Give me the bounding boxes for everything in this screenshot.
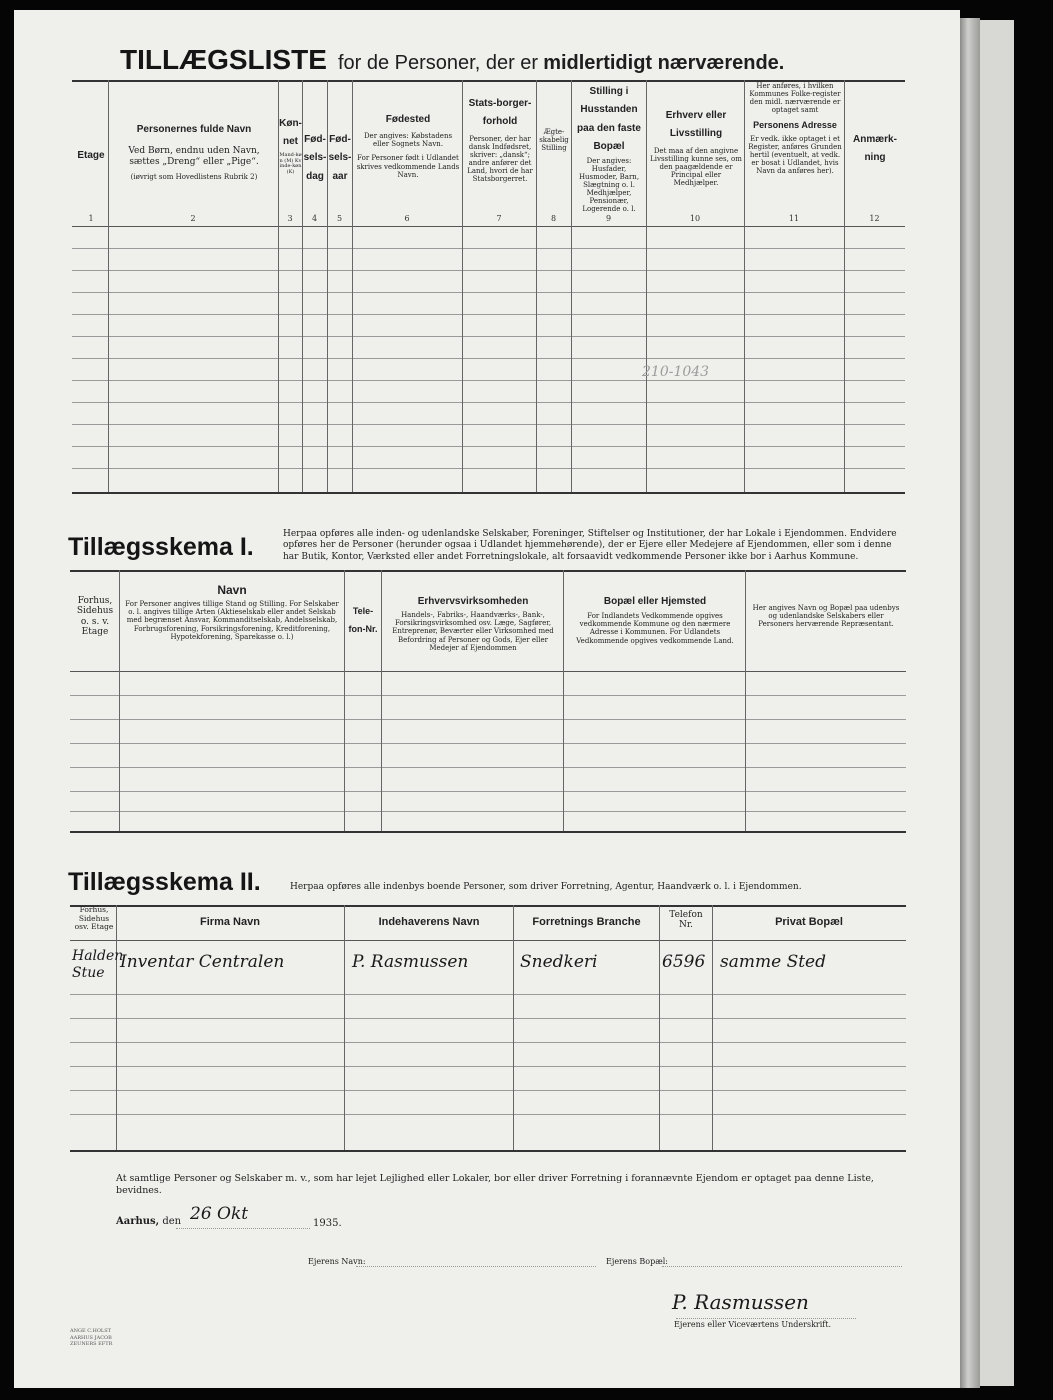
col-navn: Personernes fulde Navn Ved Børn, endnu uden Navn, sættes „Dreng“ eller „Pige“. (iøvrigt som Hovedlistens Rubrik 2) (128, 124, 260, 182)
col-num: 2 (190, 214, 196, 223)
s3-row-firma: Inventar Centralen (120, 952, 285, 972)
col-num: 4 (311, 214, 318, 223)
col-foedselsaar: Fød-sels-aar (328, 134, 352, 182)
col-num: 8 (550, 214, 557, 223)
s3-col-branche: Forretnings Branche (532, 916, 641, 928)
s2-col-navn: Navn For Personer angives tillige Stand og Stilling. For Selskaber o. l. angives tillige Arten (Aktieselskab eller andet Selskab med begrænset Ansvar, Kommanditselskab, Andelsselskab, Forbrugsforening, Forsikringsforening, Kreditforening, Hypotekforening, Sparekasse o. l.) (125, 583, 339, 641)
s3-col-etage: Forhus, Sidehus osv. Etage (74, 905, 114, 932)
section3-intro: Herpaa opføres alle indenbys boende Personer, som driver Forretning, Agentur, Haandværk o. l. i Ejendommen. (290, 882, 802, 892)
title-rest-b: midlertidigt nærværende. (543, 52, 785, 74)
s3-col-telefon: Telefon Nr. (669, 910, 703, 931)
signature: P. Rasmussen (672, 1290, 809, 1314)
book-spine (960, 18, 980, 1388)
section2-title: Tillægsskema I. (68, 533, 254, 561)
s2-col-bopael: Bopæl eller Hjemsted For Indlandets Vedkommende opgives vedkommende Kommune og den nærmere Adresse i Kommunen. For Udlandets Vedkommende opgives vedkommende Land. (576, 596, 734, 645)
s3-col-firma: Firma Navn (200, 916, 260, 928)
date-line (116, 1216, 181, 1227)
s3-col-indehaver: Indehaverens Navn (378, 916, 480, 928)
col-num: 11 (788, 214, 800, 223)
s2-col-repraesentant: Her angives Navn og Bopæl paa udenbys og udenlandske Selskabers eller Personers herværende Repræsentant. (752, 604, 900, 629)
col-num: 12 (869, 214, 880, 223)
col-stilling: Stilling i Husstanden paa den faste Bopæl Der angives: Husfader, Husmoder, Barn, Slægtning o. l. Medhjælper, Pensionær, Logerende o. l. (577, 86, 641, 213)
owner-address-label: Ejerens Bopæl: (606, 1257, 669, 1266)
next-page-edge (980, 20, 1014, 1386)
s3-row-indehaver: P. Rasmussen (352, 952, 469, 972)
s2-col-etage: Forhus, Sidehus o. s. v. Etage (76, 596, 114, 638)
col-num: 7 (496, 214, 502, 223)
col-num: 5 (336, 214, 343, 223)
year: 1935. (313, 1218, 342, 1229)
col-num: 1 (88, 214, 94, 223)
date-handwritten: 26 Okt (190, 1204, 249, 1224)
col-statsborger: Stats-borger-forhold Personer, der har dansk Indfødsret, skriver: „dansk“; andre anfører det Land, hvori de har Statsborgerret. (467, 98, 533, 184)
s2-col-erhverv: Erhvervsvirksomheden Handels-, Fabriks-, Haandværks-, Bank-, Forsikringsvirksomhed osv. Læge, Sagfører, Entreprenør, Beværter eller Virksomhed med Befordring af Personer og Gods, Ejer eller Medejer af Ejendommen (392, 596, 554, 652)
signature-label: Ejerens eller Viceværtens Underskrift. (674, 1320, 832, 1329)
den-label: den (162, 1216, 182, 1227)
col-num: 10 (689, 214, 701, 223)
col-foedested: Fødested Der angives: Købstadens eller Sognets Navn. For Personer født i Udlandet skrives vedkommende Lands Navn. (356, 114, 460, 179)
title-main: TILLÆGSLISTE (120, 44, 327, 75)
s2-col-telefon: Tele-fon-Nr. (348, 606, 378, 635)
owner-name-label: Ejerens Navn: (308, 1257, 366, 1266)
col-num: 6 (404, 214, 410, 223)
faint-bleed-mark: 210-1043 (642, 364, 710, 380)
place: Aarhus, (116, 1216, 160, 1227)
s3-row-branche: Snedkeri (520, 952, 598, 972)
s3-row-etage: Halden Stue (72, 948, 124, 981)
col-erhverv: Erhverv eller Livsstilling Det maa af den angivne Livsstilling kunne ses, om den paagældende er Principal eller Medhjælper. (650, 110, 742, 187)
col-num: 3 (287, 214, 293, 223)
col-etage: Etage (77, 150, 105, 161)
s3-row-bopael: samme Sted (720, 952, 826, 972)
col-foedselsdag: Fød-sels-dag (303, 134, 327, 182)
title-rest-a: for de Personer, der er (337, 52, 539, 74)
printer-mark: ANGE C.HOLST AARHUS JACOB ZEUNERS EFTR (70, 1328, 113, 1347)
s3-row-telefon: 6596 (662, 952, 706, 972)
col-koen: Køn-net Mand-køn (M) Kvinde-køn (K) (279, 118, 302, 176)
form-title (120, 44, 784, 76)
col-aegteskab: Ægte-skabelig Stilling (539, 128, 569, 153)
declaration: At samtlige Personer og Selskaber m. v., som har lejet Lejlighed eller Lokaler, bor eller driver Forretning i forannævnte Ejendom er optaget paa denne Liste, bevidnes. (116, 1173, 874, 1196)
col-num: 9 (605, 214, 612, 223)
col-anmaerkning: Anmærk-ning (853, 134, 897, 164)
section3-title: Tillægsskema II. (68, 868, 261, 896)
section2-intro: Herpaa opføres alle inden- og udenlandske Selskaber, Foreninger, Stiftelser og Institutioner, der har Lokale i Ejendommen. Endvidere opføres her de Personer (herunder ogsaa i Udlandet hjemmehørende), der er Ejere eller Medejere af Ejendommen, eller som i denne har Butik, Kontor, Værksted eller andet Forretningslokale, alt forsaavidt vedkommende Personer ikke bor i Aarhus Kommune. (283, 529, 897, 562)
col-adresse: Her anføres, i hvilken Kommunes Folke-register den midl. nærværende er optaget samt Personens Adresse Er vedk. ikke optaget i et Register, anføres Grunden hertil (eventuelt, at vedk. er bosat i Udlandet, hvis Navn da anføres her). (748, 82, 842, 175)
s3-col-bopael: Privat Bopæl (775, 916, 843, 928)
